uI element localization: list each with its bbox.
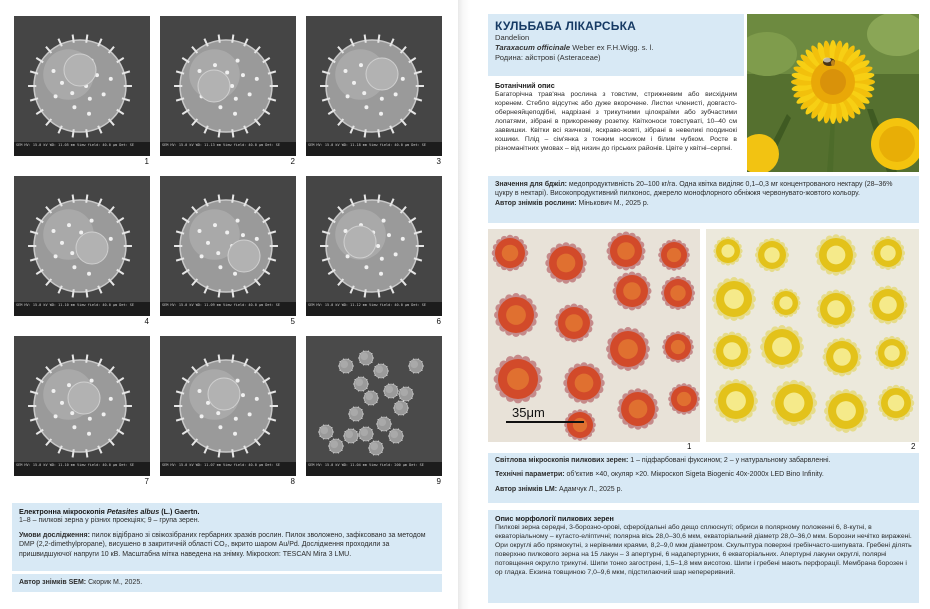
dandelion-photo xyxy=(747,14,919,172)
sem-info-bar: SEM HV: 15.0 kV WD: 11.10 mm View field: 40.0 μm Det: SE xyxy=(14,462,150,476)
bees-text: медопродуктивність 20–100 кг/га. Одна квітка виділяє 0,1–0,3 мг концентрованого нектару (28–36% цукру в нектарі). Високопродуктивний пилконос, джерело монофлорного обніжжя червонувато-жовтого кольору. xyxy=(495,181,893,198)
sem-grain-art xyxy=(160,176,296,316)
sem-info-bar: SEM HV: 15.0 kV WD: 11.04 mm View field: 200 μm Det: SE xyxy=(306,462,442,476)
species-latin: Taraxacum officinale xyxy=(495,43,571,52)
sem-info-bar: SEM HV: 15.0 kV WD: 11.09 mm View field: 40.0 μm Det: SE xyxy=(160,302,296,316)
tech-text: об'єктив ×40, окуляр ×20. Мікроскоп Sigeta Biogenic 40x-2000x LED Bino Infinity. xyxy=(564,471,824,479)
lm-natural-art xyxy=(706,229,919,442)
tech-label: Технічні параметри: xyxy=(495,471,565,479)
sem-figure xyxy=(14,16,150,164)
sem-image xyxy=(306,336,442,476)
botanical-text: Багаторічна трав'яна рослина з товстим, стрижневим або висхідним коренем. Стебло відсутнє або дуже вкорочене. Листки членисті, довгасто-обернеяйцеподібні, надрізані з трикутними цілокраїми або зубчастими лопатями, зібрані в прикореневу розетку. Квітконоси товстуваті, 10–40 см заввишки. Квітки всі язичкові, яскраво-жовті, зібрані в невеликі поодинокі кошики. Плід – сім'янка з тонким носиком і білим чубком. Росте в різноманітних умовах – від низин до гірських районів. Цвіте у квітні–серпні. xyxy=(495,91,737,152)
sem-grain-art xyxy=(160,336,296,476)
sem-caption-species: Petasites albus xyxy=(106,507,160,516)
bees-label: Значення для бджіл: xyxy=(495,181,567,188)
sem-figure-number: 9 xyxy=(436,477,441,486)
sem-figure xyxy=(160,176,296,324)
sem-figure xyxy=(14,176,150,324)
sem-author-label: Автор знімків SEM: xyxy=(19,579,87,586)
sem-figure xyxy=(14,336,150,484)
sem-grain-art xyxy=(306,16,442,156)
plant-author-text: Мінькович М., 2025 р. xyxy=(576,199,649,207)
sem-info-bar: SEM HV: 15.0 kV WD: 11.18 mm View field: 40.0 μm Det: SE xyxy=(306,142,442,156)
morph-text: Пилкові зерна середні, 3-борозно-орові, сфероїдальні або дещо сплюснуті; обриси в полярному положенні 6, 8-кутні, в екваторіальному – кутасто-еліптичні; полярна вісь 28,0–30,6 мкм, екваторіальний діаметр 28,0–36,0 мкм. Борозни нечітко виражені. Ори округлі або прямокутні, з нерівними краями, 8,2–9,0 мкм діаметром. Скульптура поверхні гребінчасто-шипувата. Гребені ділять поверхню пилкового зерна на 15 лакун – 3 апертурні, 6 надапертурних, 6 екваторіальних. Апертурні лакуни округлі, полярні потовщення округло трикутні. Шипи тонко загострені, 1,5–1,8 мкм висотою. Шипи і гребені мають перфорації. Мембрана борозен і ор гладка. Екзина товщиною 7,0–9,6 мкм, підстилаючий шар непереривний. xyxy=(495,524,912,576)
scale-label: 35μm xyxy=(512,405,545,420)
sem-image xyxy=(14,176,150,316)
lm-author-text: Адамчук Л., 2025 р. xyxy=(557,485,623,493)
sem-info-bar: SEM HV: 15.0 kV WD: 11.12 mm View field: 40.0 μm Det: SE xyxy=(306,302,442,316)
sem-figure xyxy=(306,336,442,484)
lm-figure-number-1: 1 xyxy=(687,442,692,451)
sem-image xyxy=(160,16,296,156)
sem-grain-art xyxy=(306,176,442,316)
sem-image-grid xyxy=(14,16,442,492)
sem-figure-number: 6 xyxy=(436,317,441,326)
morphology-box xyxy=(488,510,919,603)
species-family: Родина: айстрові (Asteraceae) xyxy=(495,53,601,62)
sem-info-bar: SEM HV: 15.0 kV WD: 11.07 mm View field: 40.0 μm Det: SE xyxy=(160,462,296,476)
sem-author xyxy=(12,574,442,592)
lm-text: 1 – підфарбовані фуксином; 2 – у натуральному забарвленні. xyxy=(628,457,831,464)
sem-grain-art xyxy=(306,336,442,476)
sem-grain-art xyxy=(14,176,150,316)
sem-grain-art xyxy=(14,16,150,156)
sem-figure-number: 3 xyxy=(436,157,441,166)
sem-figure xyxy=(306,16,442,164)
botanical-description xyxy=(488,78,744,174)
sem-info-bar: SEM HV: 15.0 kV WD: 11.13 mm View field: 40.0 μm Det: SE xyxy=(160,142,296,156)
right-page xyxy=(470,0,930,609)
sem-figure xyxy=(160,16,296,164)
sem-figure-number: 5 xyxy=(290,317,295,326)
sem-figure-number: 2 xyxy=(290,157,295,166)
species-header xyxy=(488,14,744,76)
sem-figure xyxy=(160,336,296,484)
lm-author-label: Автор знімків LM: xyxy=(495,485,558,493)
sem-caption-title: Електронна мікроскопія xyxy=(19,507,107,516)
sem-caption-author: (L.) Gaertn. xyxy=(159,507,200,516)
lm-natural-image xyxy=(706,229,919,442)
species-english: Dandelion xyxy=(495,33,530,42)
sem-figure-number: 4 xyxy=(144,317,149,326)
scale-bar xyxy=(506,421,584,423)
sem-grain-art xyxy=(160,16,296,156)
botanical-label: Ботанічний опис xyxy=(495,81,555,90)
sem-figure-number: 8 xyxy=(290,477,295,486)
sem-figure-number: 1 xyxy=(144,157,149,166)
sem-figure-number: 7 xyxy=(144,477,149,486)
book-gutter xyxy=(458,0,470,609)
species-title: КУЛЬБАБА ЛІКАРСЬКА xyxy=(495,19,637,33)
sem-image xyxy=(306,176,442,316)
sem-image xyxy=(14,16,150,156)
sem-image xyxy=(160,336,296,476)
dandelion-photo-art xyxy=(747,14,919,172)
sem-methods-label: Умови дослідження: xyxy=(19,532,90,539)
lm-caption xyxy=(488,453,919,503)
sem-grain-art xyxy=(14,336,150,476)
lm-figure-number-2: 2 xyxy=(911,442,916,451)
sem-image xyxy=(160,176,296,316)
sem-caption-line: 1–8 – пилкові зерна у різних проекціях; 9 – група зерен. xyxy=(19,517,200,524)
sem-author-text: Скорик М., 2025. xyxy=(86,579,143,586)
sem-info-bar: SEM HV: 15.0 kV WD: 11.05 mm View field: 40.0 μm Det: SE xyxy=(14,142,150,156)
sem-image xyxy=(306,16,442,156)
sem-image xyxy=(14,336,150,476)
sem-methods xyxy=(12,527,442,571)
sem-info-bar: SEM HV: 15.0 kV WD: 11.10 mm View field: 40.0 μm Det: SE xyxy=(14,302,150,316)
sem-methods-text: пилок відібрано зі свіжозібраних гербарних зразків рослин. Пилок зволожено, зафіксовано за методом DMP (2,2-dimethylpropane), висушено в закритичній області CO₂, вкрито шаром Au/Pd. Дослідження проходили за пришвидшуючої напруги 10 кВ. Масштабна мітка наведена на знімку. Мікроскоп: TESCAN Mira 3 LMU. xyxy=(19,532,426,558)
lm-label: Світлова мікроскопія пилкових зерен: xyxy=(495,457,629,464)
morph-label: Опис морфології пилкових зерен xyxy=(495,514,614,523)
sem-figure xyxy=(306,176,442,324)
bee-value-box xyxy=(488,176,919,223)
species-latin-author: Weber ex F.H.Wigg. s. l. xyxy=(570,43,654,52)
left-page xyxy=(0,0,458,609)
plant-author-label: Автор знімків рослини: xyxy=(495,199,577,207)
